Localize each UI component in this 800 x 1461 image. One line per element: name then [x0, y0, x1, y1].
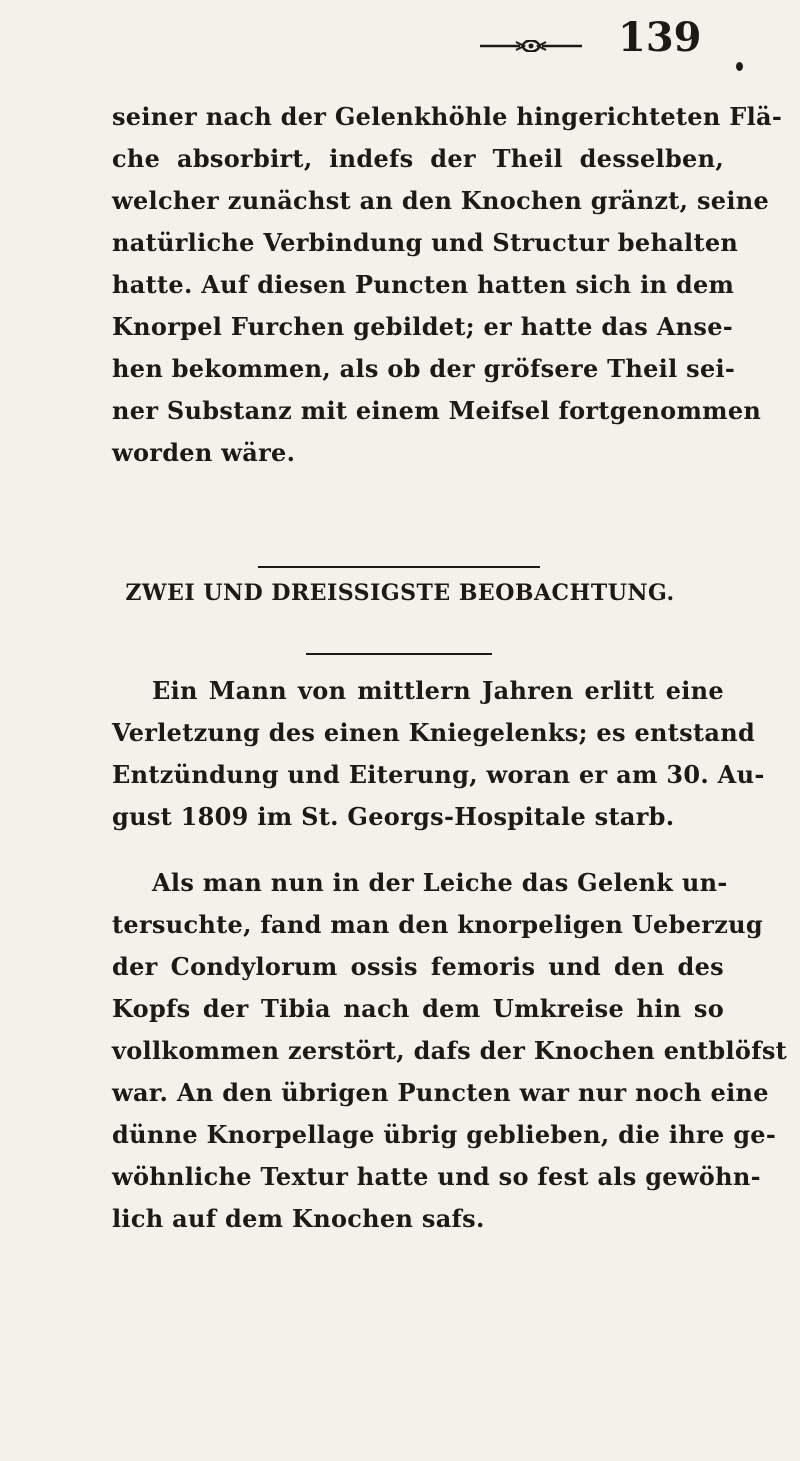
text-line: ner Substanz mit einem Meifsel fortgenommen — [112, 396, 762, 425]
text-line: vollkommen zerstört, dafs der Knochen entblöfst — [112, 1036, 788, 1065]
text-line: Kopfs der Tibia nach dem Umkreise hin so — [112, 994, 724, 1023]
text-line: tersuchte, fand man den knorpeligen Ueberzug — [112, 910, 763, 939]
page-header — [0, 0, 800, 90]
text-line: che absorbirt, indefs der Theil desselben, — [112, 144, 724, 173]
text-line: hen bekommen, als ob der gröfsere Theil sei- — [112, 354, 736, 383]
text-line: worden wäre. — [112, 438, 296, 467]
ornament-icon — [480, 40, 582, 52]
text-line: gust 1809 im St. Georgs-Hospitale starb. — [112, 802, 675, 831]
section-heading: ZWEI UND DREISSIGSTE BEOBACHTUNG. — [125, 580, 675, 606]
text-line: Als man nun in der Leiche das Gelenk un- — [152, 868, 728, 897]
text-line: Verletzung des einen Kniegelenks; es entstand — [112, 718, 756, 747]
text-line: welcher zunächst an den Knochen gränzt, seine — [112, 186, 770, 215]
text-line: hatte. Auf diesen Puncten hatten sich in dem — [112, 270, 735, 299]
page-number: 139 — [618, 14, 702, 61]
text-line: seiner nach der Gelenkhöhle hingerichteten Flä- — [112, 102, 783, 131]
text-line: dünne Knorpellage übrig geblieben, die ihre ge- — [112, 1120, 777, 1149]
text-line: natürliche Verbindung und Structur behalten — [112, 228, 739, 257]
paragraph-1 — [112, 96, 783, 474]
text-line: Entzündung und Eiterung, woran er am 30. Au- — [112, 760, 765, 789]
text-line: war. An den übrigen Puncten war nur noch eine — [112, 1078, 769, 1107]
divider-bottom — [306, 653, 492, 655]
text-line: lich auf dem Knochen safs. — [112, 1204, 485, 1233]
paragraph-2 — [112, 670, 765, 838]
text-line: Knorpel Furchen gebildet; er hatte das Anse- — [112, 312, 734, 341]
text-line: Ein Mann von mittlern Jahren erlitt eine — [152, 676, 724, 705]
text-line: der Condylorum ossis femoris und den des — [112, 952, 724, 981]
divider-top — [258, 566, 540, 568]
text-line: wöhnliche Textur hatte und so fest als gewöhn- — [112, 1162, 761, 1191]
paragraph-3 — [112, 862, 788, 1240]
ink-dot — [736, 62, 743, 71]
